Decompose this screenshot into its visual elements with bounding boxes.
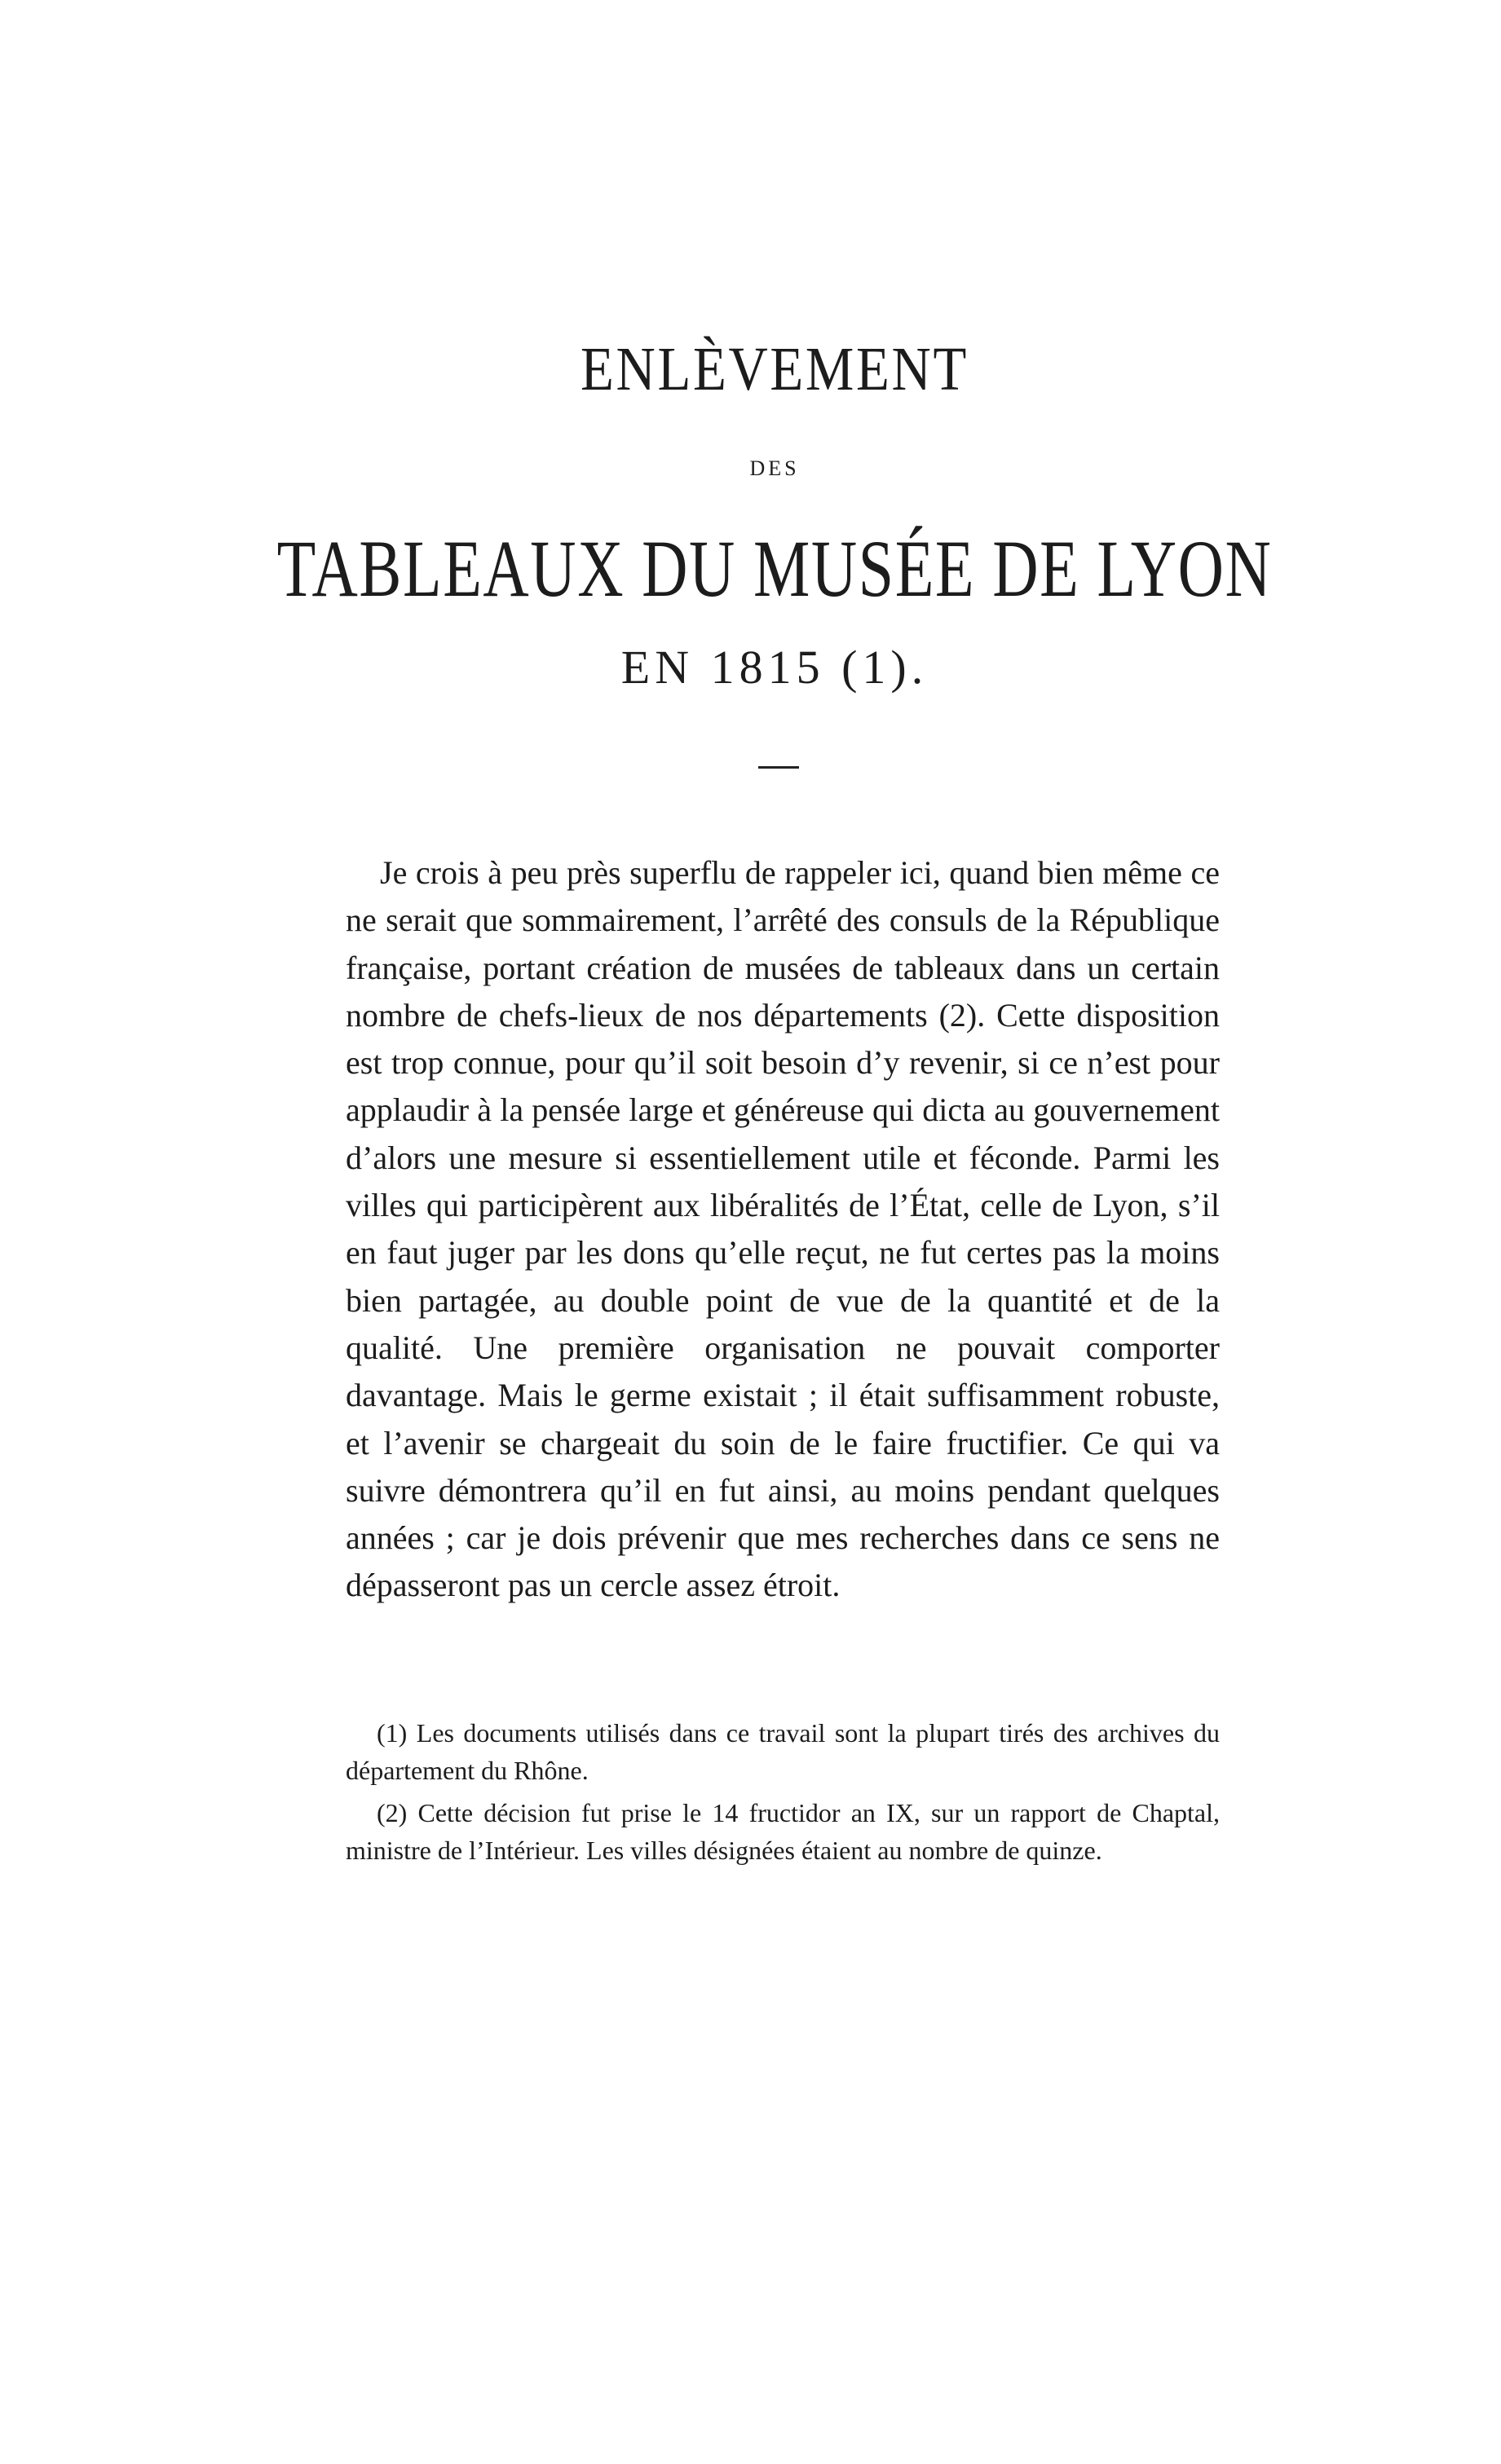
separator-rule	[758, 766, 799, 769]
title-enlevement: ENLÈVEMENT	[581, 335, 969, 403]
title-date: EN 1815 (1).	[620, 641, 929, 694]
title-tableaux: TABLEAUX DU MUSÉE DE LYON	[276, 523, 1273, 614]
footnote-2: (2) Cette décision fut prise le 14 fructidor an IX, sur un rapport de Chaptal, ministre de l’Intérieur. Les villes désignées étaient au nombre de quinze.	[346, 1798, 1220, 1865]
body-paragraph: Je crois à peu près superflu de rappeler ici, quand bien même ce ne serait que sommairement, l’arrêté des consuls de la République française, portant création de musées de tableaux dans un certain nombre de chefs-lieux de nos départements (2). Cette disposition est trop connue, pour qu’il soit besoin d’y revenir, si ce n’est pour applaudir à la pensée large et généreuse qui dicta au gouvernement d’alors une mesure si essentiellement utile et féconde. Parmi les villes qui participèrent aux libéralités de l’État, celle de Lyon, s’il en faut juger par les dons qu’elle reçut, ne fut certes pas la moins bien partagée, au double point de vue de la quantité et de la qualité. Une première organisation ne pouvait comporter davantage. Mais le germe existait ; il était suffisamment robuste, et l’avenir se chargeait du soin de le faire fructifier. Ce qui va suivre démontrera qu’il en fut ainsi, au moins pendant quelques années ; car je dois prévenir que mes recherches dans ce sens ne dépasseront pas un cercle assez étroit.	[346, 854, 1220, 1604]
title-des: DES	[749, 456, 800, 480]
footnote-1: (1) Les documents utilisés dans ce travail sont la plupart tirés des archives du département du Rhône.	[346, 1718, 1220, 1785]
footnotes	[346, 1714, 1220, 1874]
